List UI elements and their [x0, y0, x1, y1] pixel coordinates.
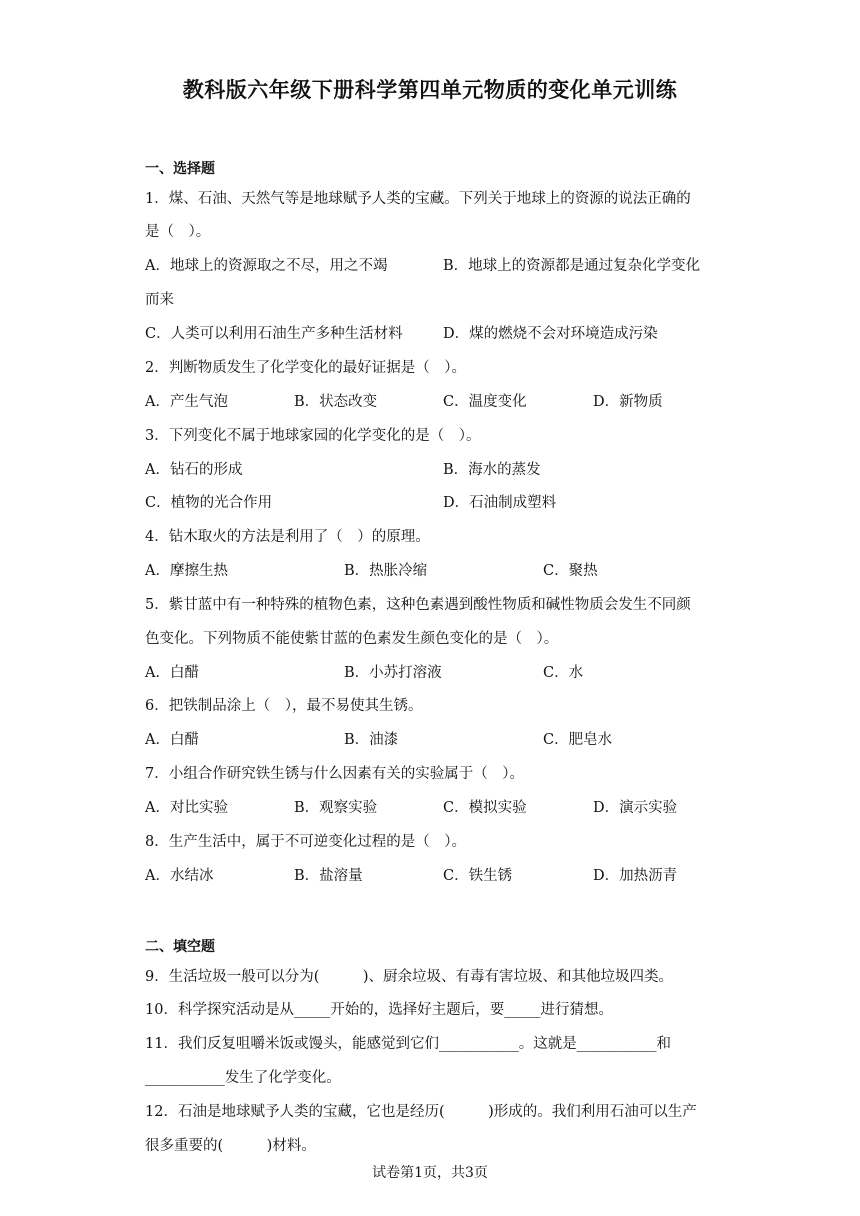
question-7-option-a: A．对比实验	[145, 800, 228, 816]
question-4-option-b: B．热胀冷缩	[344, 563, 428, 579]
question-3-option-c: C．植物的光合作用	[145, 495, 273, 511]
question-12-line1: 12．石油是地球赋予人类的宝藏，它也是经历( )形成的。我们利用石油可以生产	[145, 1104, 697, 1120]
question-7-stem: 7．小组合作研究铁生锈与什么因素有关的实验属于（ ）。	[145, 766, 524, 782]
question-7-option-b: B．观察实验	[294, 800, 378, 816]
question-1-option-c: C．人类可以利用石油生产多种生活材料	[145, 326, 403, 342]
question-3-option-d: D．石油制成塑料	[443, 495, 557, 511]
question-5-stem-line2: 色变化。下列物质不能使紫甘蓝的色素发生颜色变化的是（ ）。	[145, 631, 559, 647]
question-5-option-c: C．水	[543, 665, 584, 681]
question-2-option-c: C．温度变化	[443, 394, 527, 410]
question-6-stem: 6．把铁制品涂上（ ），最不易使其生锈。	[145, 698, 423, 714]
question-2-option-d: D．新物质	[593, 394, 663, 410]
question-1-option-b-cont: 而来	[145, 292, 174, 308]
question-7-option-c: C．模拟实验	[443, 800, 527, 816]
page-footer: 试卷第1页，共3页	[372, 1165, 488, 1181]
question-3-option-a: A．钻石的形成	[145, 462, 243, 478]
question-5-option-b: B．小苏打溶液	[344, 665, 442, 681]
question-4-option-c: C．聚热	[543, 563, 598, 579]
question-5-stem-line1: 5．紫甘蓝中有一种特殊的植物色素，这种色素遇到酸性物质和碱性物质会发生不同颜	[145, 597, 691, 613]
question-8-stem: 8．生产生活中，属于不可逆变化过程的是（ ）。	[145, 834, 466, 850]
question-8-option-d: D．加热沥青	[593, 868, 678, 884]
question-11-line1: 11．我们反复咀嚼米饭或馒头，能感觉到它们___________。这就是___________和	[145, 1036, 671, 1052]
page-title: 教科版六年级下册科学第四单元物质的变化单元训练	[182, 78, 678, 102]
question-1-stem-line2: 是（ ）。	[145, 224, 211, 240]
question-3-stem: 3．下列变化不属于地球家园的化学变化的是（ ）。	[145, 428, 481, 444]
question-1-stem-line1: 1．煤、石油、天然气等是地球赋予人类的宝藏。下列关于地球上的资源的说法正确的	[145, 191, 691, 207]
question-2-stem: 2．判断物质发生了化学变化的最好证据是（ ）。	[145, 360, 466, 376]
question-9: 9．生活垃圾一般可以分为( )、厨余垃圾、有毒有害垃圾、和其他垃圾四类。	[145, 969, 674, 985]
question-5-option-a: A．白醋	[145, 665, 199, 681]
question-8-option-b: B．盐溶量	[294, 868, 363, 884]
question-1-option-b: B．地球上的资源都是通过复杂化学变化	[443, 258, 701, 274]
question-4-stem: 4．钻木取火的方法是利用了（ ）的原理。	[145, 529, 430, 545]
question-2-option-b: B．状态改变	[294, 394, 378, 410]
question-11-line2: ___________发生了化学变化。	[145, 1070, 341, 1086]
question-1-option-a: A．地球上的资源取之不尽，用之不竭	[145, 258, 388, 274]
question-10: 10．科学探究活动是从_____开始的，选择好主题后，要_____进行猜想。	[145, 1002, 613, 1018]
question-6-option-a: A．白醋	[145, 732, 199, 748]
question-6-option-b: B．油漆	[344, 732, 399, 748]
question-3-option-b: B．海水的蒸发	[443, 462, 541, 478]
question-2-option-a: A．产生气泡	[145, 394, 228, 410]
section-heading-choice: 一、选择题	[145, 161, 215, 177]
section-heading-fill: 二、填空题	[145, 939, 215, 955]
question-7-option-d: D．演示实验	[593, 800, 678, 816]
question-6-option-c: C．肥皂水	[543, 732, 613, 748]
question-12-line2: 很多重要的( )材料。	[145, 1138, 316, 1154]
question-1-option-d: D．煤的燃烧不会对环境造成污染	[443, 326, 658, 342]
question-8-option-c: C．铁生锈	[443, 868, 513, 884]
question-8-option-a: A．水结冰	[145, 868, 214, 884]
question-4-option-a: A．摩擦生热	[145, 563, 228, 579]
